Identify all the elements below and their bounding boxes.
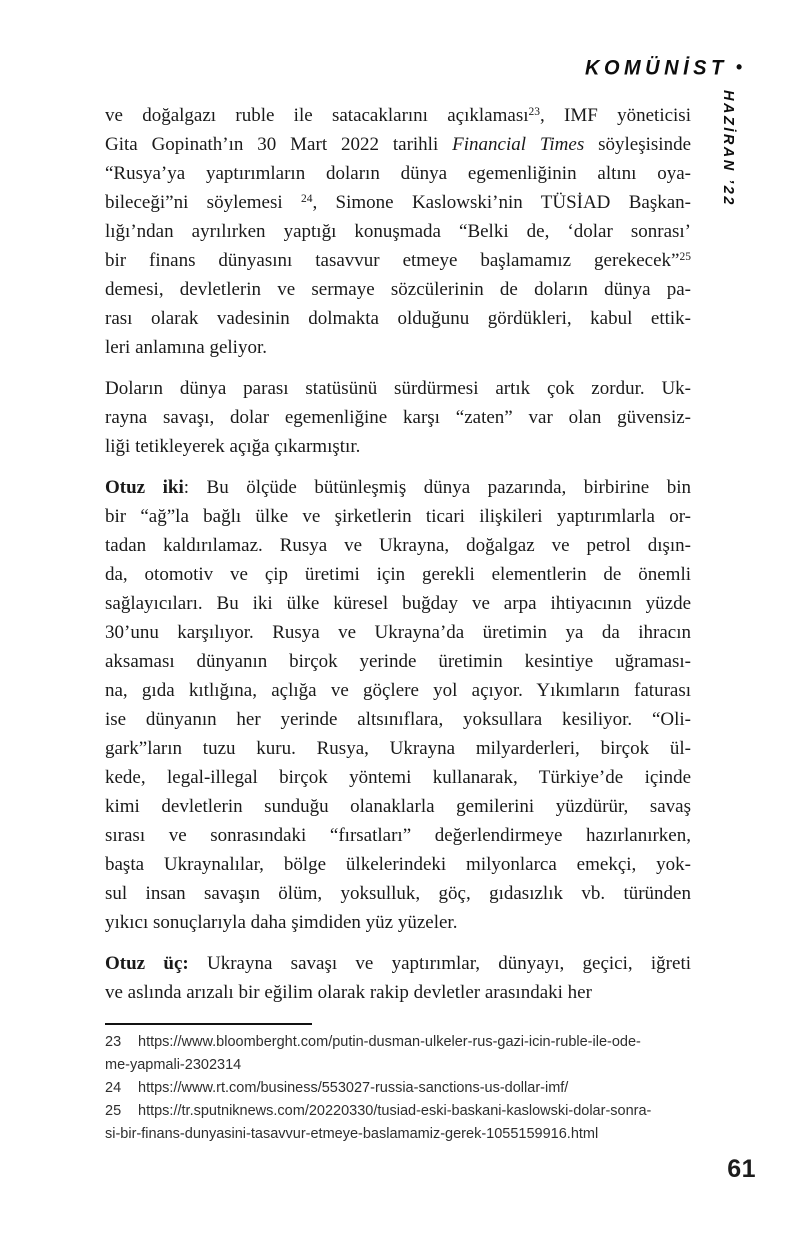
text-line: ve aslında arızalı bir eğilim olarak rakip devletler arasındaki her [105,982,592,1003]
text-line: Otuz üç: Ukrayna savaşı ve yaptırımlar, dünyayı, geçici, iğreti [105,953,691,974]
magazine-title: KOMÜNİST [585,56,728,80]
text-line: sul insan savaşın ölüm, yoksulluk, göç, gıdasızlık vb. türünden [105,883,691,904]
footnote-url: https://tr.sputniknews.com/20220330/tusiad-eski-baskani-kaslowski-dolar-sonra- [138,1103,652,1119]
footnote-number: 24 [105,1080,122,1096]
text-line: tadan kaldırılamaz. Rusya ve Ukrayna, doğalgaz ve petrol dışın- [105,535,691,556]
footnote-continuation-line [105,1123,705,1146]
text-line: başta Ukraynalılar, bölge ülkelerindeki milyonlarca emekçi, yok- [105,854,691,875]
footnote-separator [105,1023,312,1025]
text-line: demesi, devletlerin ve sermaye sözcülerinin de doların dünya pa- [105,279,691,300]
issue-label-vertical: HAZİRAN ’22 [720,90,736,207]
text-line: Doların dünya parası statüsünü sürdürmesi artık çok zordur. Uk- [105,378,691,399]
footnote-line [105,1031,705,1054]
text-line: leri anlamına geliyor. [105,337,267,358]
text-line: 30’unu karşılıyor. Rusya ve Ukrayna’da üretimin ya da ihracın [105,622,691,643]
paragraph [105,374,691,461]
text-line: gark”ların tuzu kuru. Rusya, Ukrayna milyarderleri, birçok ül- [105,738,691,759]
text-line: da, otomotiv ve çip üretimi için gerekli elementlerin de önemli [105,564,691,585]
text-line: aksaması dünyanın birçok yerinde üretimin kesintiye uğraması- [105,651,691,672]
text-line: ise dünyanın her yerinde altsınıflara, yoksullara kesiliyor. “Oli- [105,709,691,730]
text-line: rası olarak vadesinin dolmakta olduğunu gördükleri, kabul ettik- [105,308,691,329]
page-header [585,56,742,80]
paragraph [105,101,691,362]
article-body [105,101,691,1007]
text-line: kimi devletlerin sunduğu olanaklarla gemilerini yüzdürür, savaş [105,796,691,817]
paragraph [105,473,691,937]
text-line: bir finans dünyasını tasavvur etmeye başlamamız gerekecek”$^{25}$ [105,250,691,271]
text-line: sırası ve sonrasındaki “fırsatları” değerlendirmeye hazırlanırken, [105,825,691,846]
footnote-number: 23 [105,1034,122,1050]
text-line: “Rusya’ya yaptırımların doların dünya egemenliğinin altını oya- [105,163,691,184]
footnote-url: https://www.rt.com/business/553027-russia-sanctions-us-dollar-imf/ [138,1080,569,1096]
text-line: bir “ağ”la bağlı ülke ve şirketlerin ticari ilişkileri yaptırımlarla or- [105,506,691,527]
footnote-url: me-yapmali-2302314 [105,1057,242,1073]
text-line: Gita Gopinath’ın 30 Mart 2022 tarihli Financial Times söyleşisinde [105,134,691,155]
text-line: rayna savaşı, dolar egemenliğine karşı “zaten” var olan güvensiz- [105,407,691,428]
bullet-icon: • [735,56,742,78]
footnotes [105,1031,705,1146]
footnote-line [105,1077,705,1100]
text-line: Otuz iki: Bu ölçüde bütünleşmiş dünya pazarında, birbirine bin [105,477,691,498]
text-line: yıkıcı sonuçlarıyla daha şimdiden yüz yüzeler. [105,912,458,933]
text-line: lığı’ndan ayrılırken yaptığı konuşmada “Belki de, ‘dolar sonrası’ [105,221,691,242]
footnote-url: si-bir-finans-dunyasini-tasavvur-etmeye-baslamamiz-gerek-1055159916.html [105,1126,599,1142]
footnote-number: 25 [105,1103,122,1119]
footnote-url: https://www.bloomberght.com/putin-dusman-ulkeler-rus-gazi-icin-ruble-ile-ode- [138,1034,641,1050]
text-line: kede, legal-illegal birçok yöntemi kullanarak, Türkiye’de içinde [105,767,691,788]
text-line: liği tetikleyerek açığa çıkarmıştır. [105,436,361,457]
footnote-line [105,1100,705,1123]
paragraph [105,949,691,1007]
text-line: na, gıda kıtlığına, açlığa ve göçlere yol açıyor. Yıkımların faturası [105,680,691,701]
page-number: 61 [727,1155,756,1183]
footnote-continuation-line [105,1054,705,1077]
text-line: bileceği”ni söylemesi $^{24}$, Simone Kaslowski’nin TÜSİAD Başkan- [105,192,691,213]
text-line: ve doğalgazı ruble ile satacaklarını açıklaması$^{23}$, IMF yöneticisi [105,105,691,126]
text-line: sağlayıcıları. Bu iki ülke küresel buğday ve arpa ihtiyacının yüzde [105,593,691,614]
